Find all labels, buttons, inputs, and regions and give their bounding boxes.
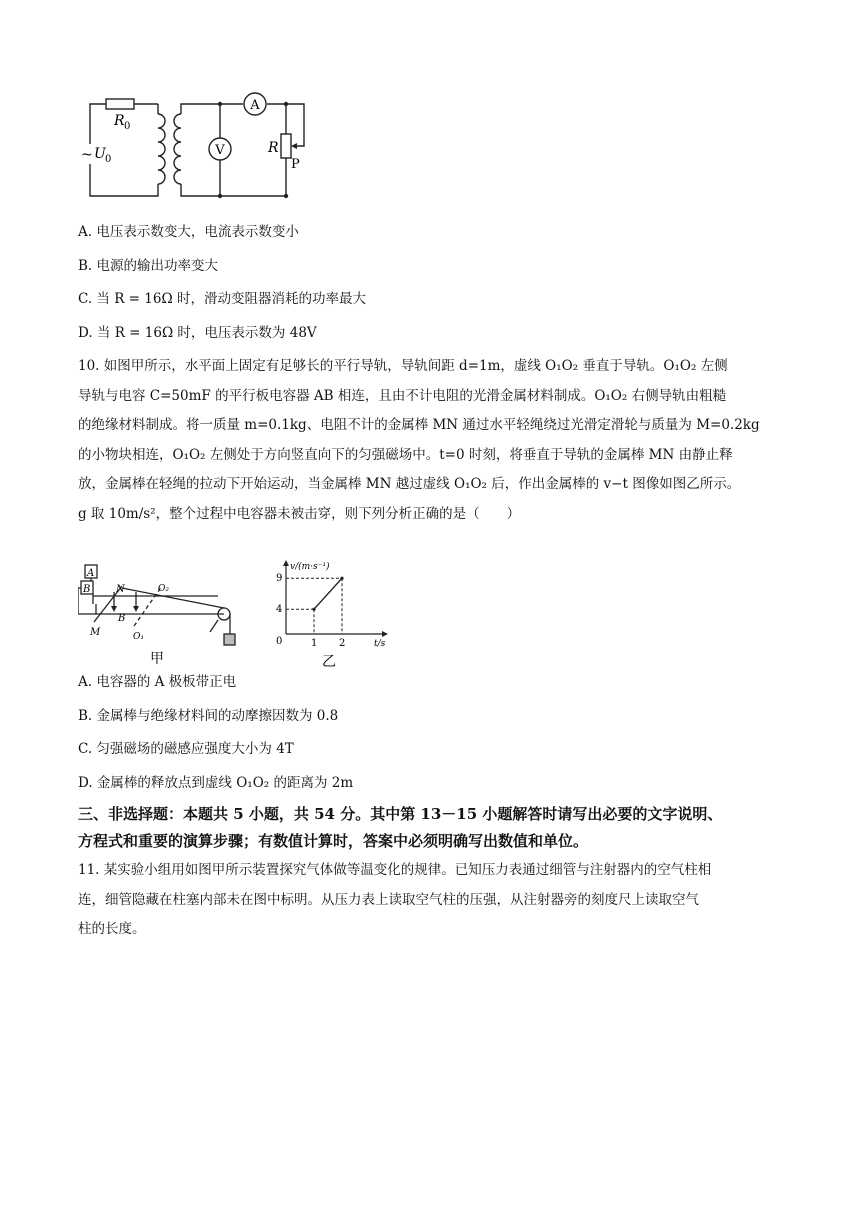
q9-option-b: B. 电源的输出功率变大 [78,258,219,274]
section-3-line-1: 三、非选择题：本题共 5 小题，共 54 分。其中第 13－15 小题解答时请写出必要的文字说明、 [78,805,723,823]
q11-line-3: 柱的长度。 [78,921,146,938]
o1-label: O₁ [133,632,144,642]
q11-line-1: 11. 某实验小组用如图甲所示装置探究气体做等温变化的规律。已知压力表通过细管与注射器内的空气柱相 [78,862,712,878]
rod-m-label: M [90,627,101,638]
ac-source-symbol: ~ [81,147,93,163]
figure-yi-caption: 乙 [322,654,336,670]
x-tick-label-0: 1 [311,638,318,649]
q10-option-d: D. 金属棒的释放点到虚线 O₁O₂ 的距离为 2m [78,775,354,791]
r0-label: R [114,113,125,129]
y-tick-label-1: 9 [276,573,283,585]
rail-apparatus-figure [78,562,248,670]
y-tick-label-0: 4 [276,604,283,616]
u0-subscript: 0 [105,154,112,165]
data-point-1 [340,577,343,580]
q11-stem [78,856,784,945]
velocity-series-line [314,578,342,609]
q10-option-b: B. 金属棒与绝缘材料间的动摩擦因数为 0.8 [78,708,339,724]
q10-line-5: 放，金属棒在轻绳的拉动下开始运动，当金属棒 MN 越过虚线 O₁O₂ 后，作出金属棒的 v−t 图像如图乙所示。 [78,476,741,493]
q10-stem [78,352,784,530]
rheostat-label: R [268,140,279,156]
plate-b-label: B [83,584,91,595]
figure-jia-caption: 甲 [150,651,164,667]
section-3-line-2: 方程式和重要的演算步骤；有数值计算时，答案中必须明确写出数值和单位。 [78,832,589,850]
voltmeter-label: V [215,143,225,158]
q9-option-d: D. 当 R = 16Ω 时，电压表示数为 48V [78,325,317,341]
u0-label: U [94,146,106,162]
o2-label: O₂ [158,584,169,594]
y-axis-label: v/(m·s⁻¹) [290,562,330,572]
plate-a-label: A [87,568,95,579]
slider-label: P [291,157,300,172]
data-point-0 [312,608,315,611]
q10-option-c: C. 匀强磁场的磁感应强度大小为 4T [78,741,294,757]
rod-n-label: N [116,584,125,595]
q10-line-2: 导轨与电容 C=50mF 的平行板电容器 AB 相连，且由不计电阻的光滑金属材料制成。O₁O₂ 右侧导轨由粗糙 [78,387,727,404]
transformer-circuit-figure [78,88,318,203]
q9-option-c: C. 当 R = 16Ω 时，滑动变阻器消耗的功率最大 [78,291,366,307]
origin-label: 0 [276,636,283,647]
q11-line-2: 连，细管隐藏在柱塞内部未在图中标明。从压力表上读取空气柱的压强，从注射器旁的刻度尺上读取空气 [78,891,699,908]
field-b-label: B [118,613,126,624]
section-3-heading [78,801,784,855]
ammeter-label: A [250,98,260,113]
q10-line-3: 的绝缘材料制成。将一质量 m=0.1kg、电阻不计的金属棒 MN 通过水平轻绳绕过光滑定滑轮与质量为 M=0.2kg [78,417,760,434]
x-axis-label: t/s [374,639,386,649]
r0-subscript: 0 [124,121,131,132]
q10-line-4: 的小物块相连，O₁O₂ 左侧处于方向竖直向下的匀强磁场中。t=0 时刻，将垂直于导轨的金属棒 MN 由静止释 [78,446,733,463]
q9-option-a: A. 电压表示数变大，电流表示数变小 [78,224,299,240]
q10-option-a: A. 电容器的 A 极板带正电 [78,674,237,690]
vt-graph-figure [270,560,400,672]
x-tick-label-1: 2 [339,638,346,649]
q10-line-1: 10. 如图甲所示，水平面上固定有足够长的平行导轨，导轨间距 d=1m，虚线 O₁O₂ 垂直于导轨。O₁O₂ 左侧 [78,358,728,374]
q10-line-6: g 取 10m/s²，整个过程中电容器未被击穿，则下列分析正确的是（ ） [78,505,521,522]
